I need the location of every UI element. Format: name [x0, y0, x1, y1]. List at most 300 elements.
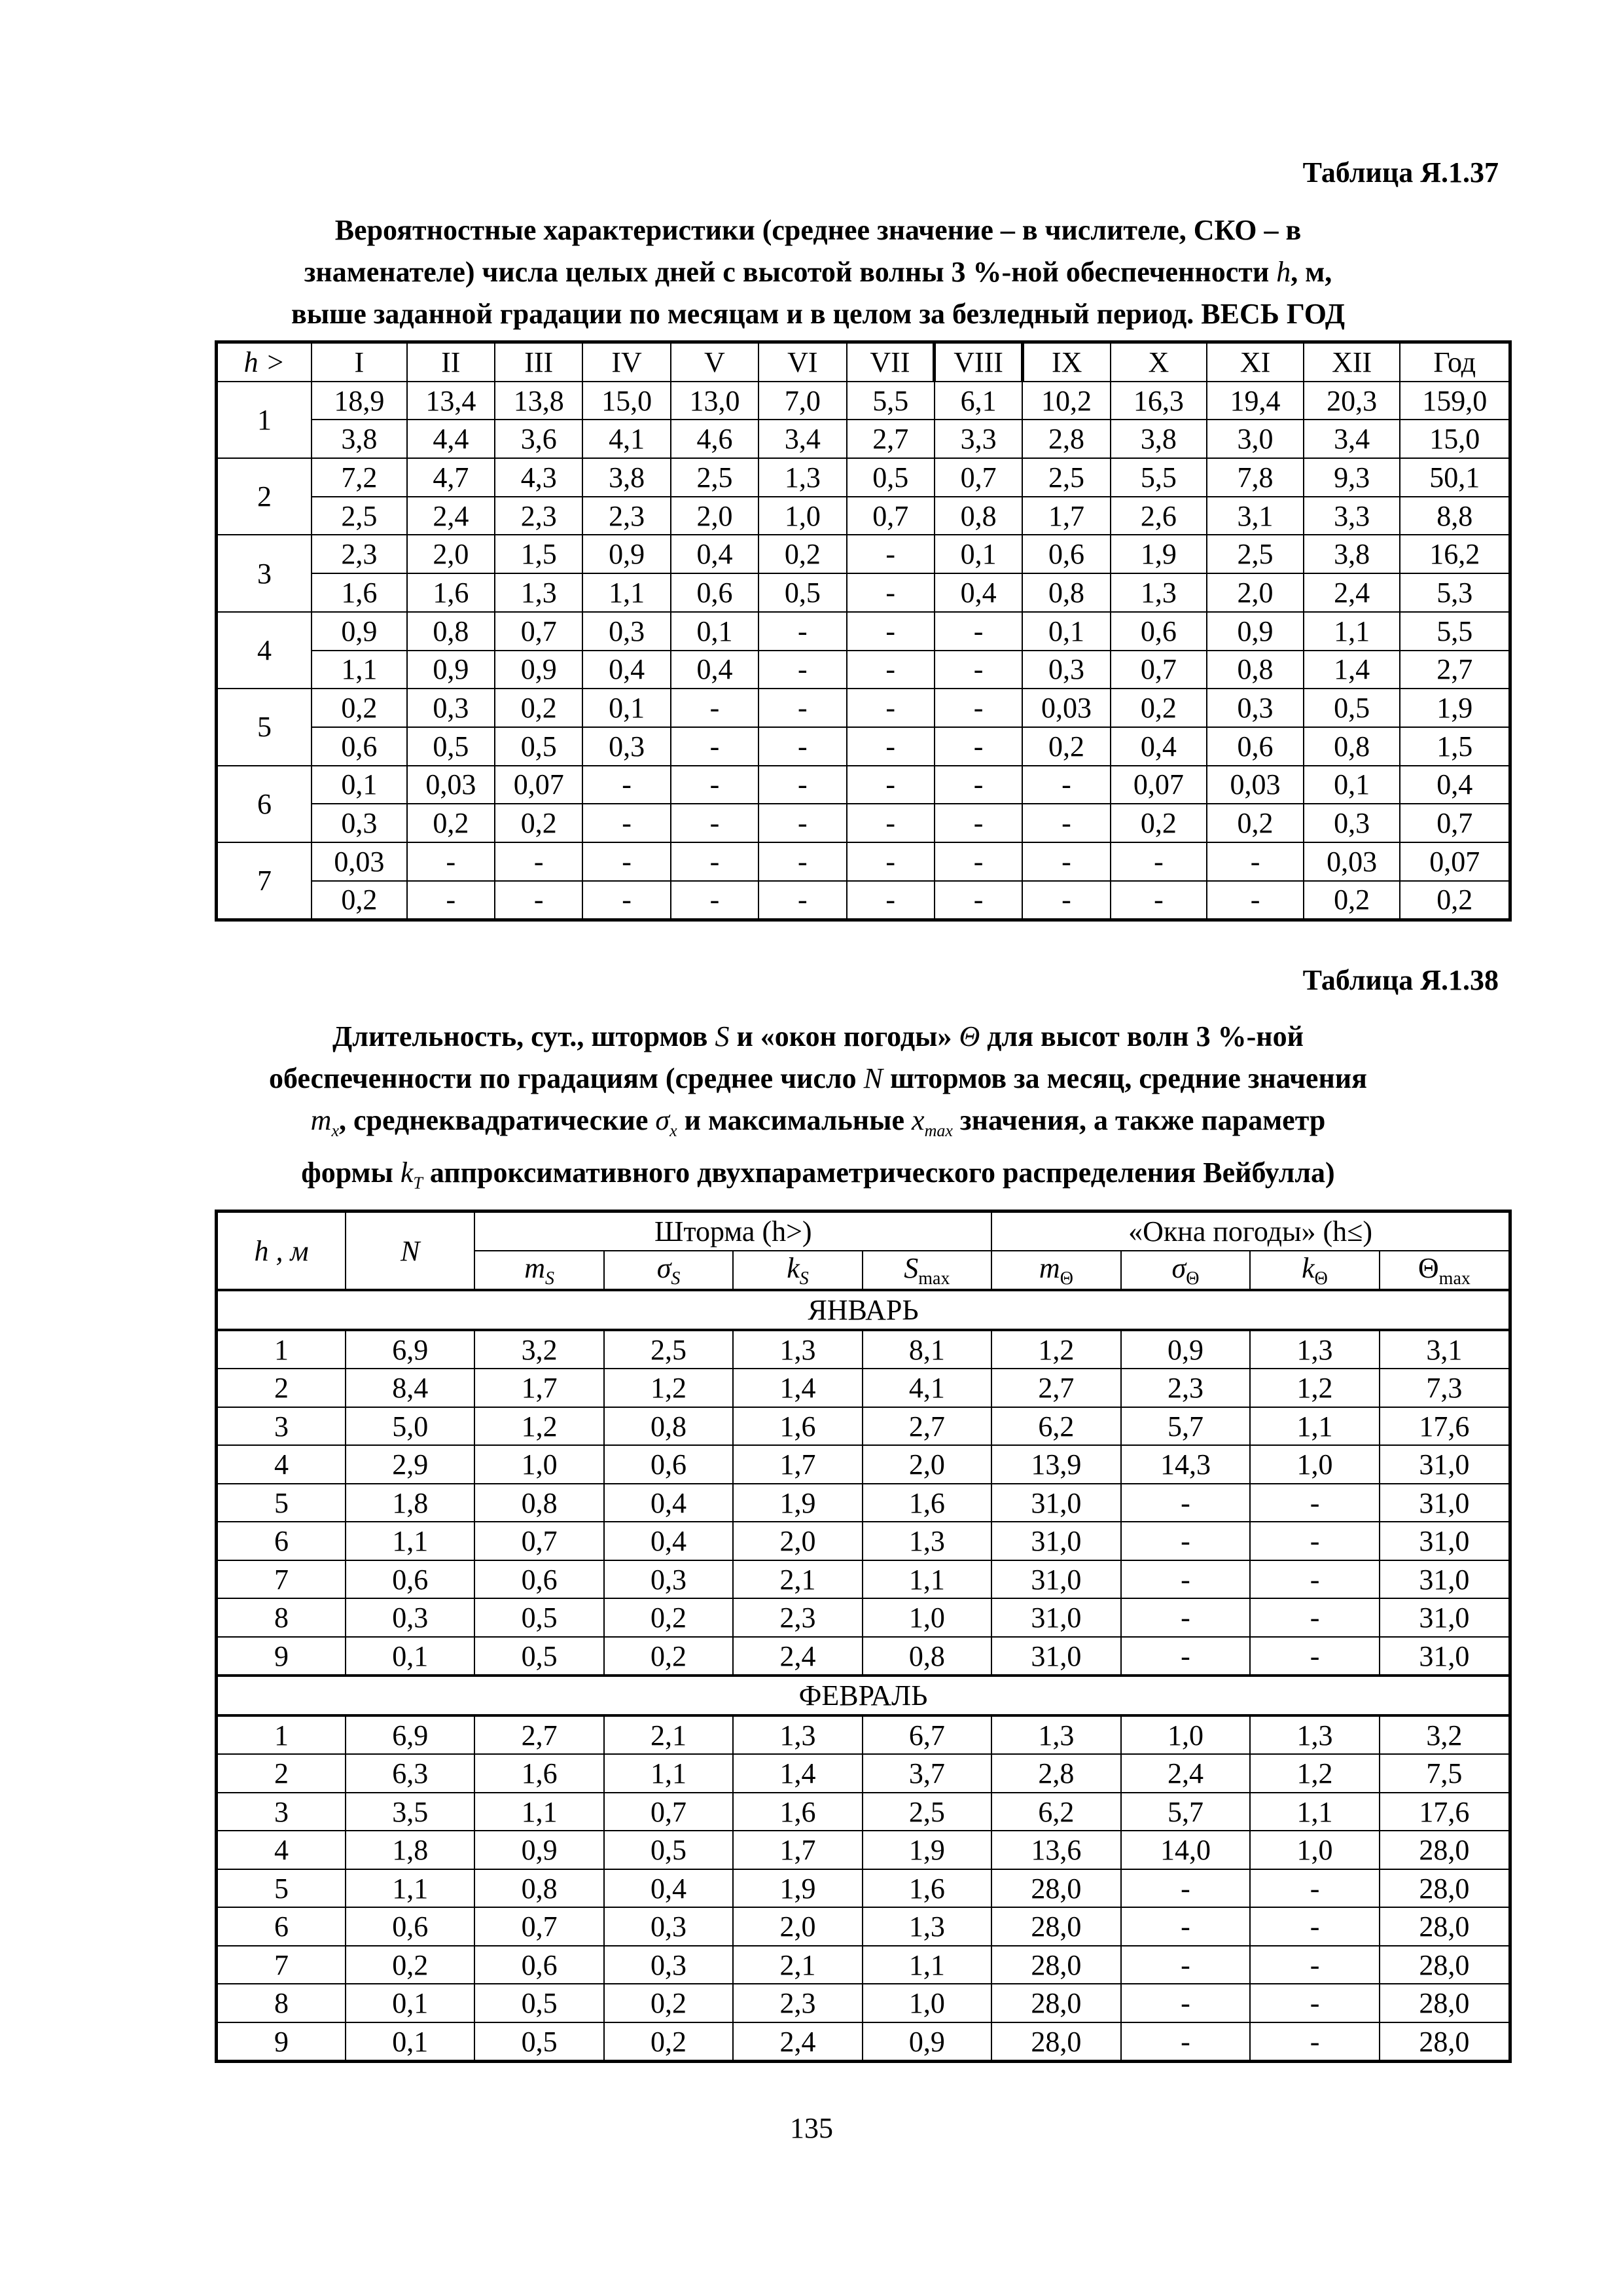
table-cell: 13,6: [991, 1831, 1121, 1869]
table38-header-row1: [217, 1211, 1510, 1251]
sym-sub: Θ: [1314, 1268, 1328, 1289]
sym: Θ: [1418, 1251, 1439, 1284]
table38: [215, 1210, 1512, 2063]
table-cell: -: [1250, 1637, 1380, 1676]
cell-mean: 0,9: [1207, 612, 1304, 651]
cell-sd: -: [847, 727, 935, 766]
table-cell: 0,6: [474, 1560, 603, 1599]
cell-mean: 0,3: [582, 612, 670, 651]
table-cell: 0,8: [474, 1869, 603, 1908]
caption-text: значения, а также параметр: [959, 1104, 1326, 1136]
row-h-value: 1: [217, 382, 312, 458]
cell-sd: 0,2: [407, 804, 495, 842]
table-cell: 2,1: [733, 1946, 862, 1984]
cell-sd: 0,8: [1022, 573, 1110, 612]
cell-mean: 2,5: [1022, 458, 1110, 497]
table-cell: 0,5: [474, 1984, 603, 2022]
table37-header-row: [217, 342, 1510, 382]
table-cell: 2,0: [733, 1907, 862, 1946]
cell-sd: 2,4: [1304, 573, 1400, 612]
table-cell: -: [1121, 1522, 1251, 1560]
cell-mean: -: [847, 689, 935, 727]
table-cell: 6,9: [346, 1330, 474, 1369]
cell-sd: 3,0: [1207, 420, 1304, 458]
cell-mean: 0,5: [847, 458, 935, 497]
table-cell: 0,9: [474, 1831, 603, 1869]
table-cell: 31,0: [991, 1560, 1121, 1599]
table-row-mean: [217, 766, 1510, 804]
row-h-value: 5: [217, 1484, 346, 1522]
cell-mean: 5,5: [1400, 612, 1510, 651]
table-cell: 28,0: [991, 1869, 1121, 1908]
cell-sd: 0,6: [671, 573, 758, 612]
row-h-value: 9: [217, 1637, 346, 1676]
cell-mean: 13,4: [407, 382, 495, 420]
table-cell: 1,1: [863, 1946, 991, 1984]
table-cell: 0,3: [604, 1907, 733, 1946]
cell-mean: 4,3: [495, 458, 582, 497]
cell-sd: 0,2: [312, 881, 407, 920]
table-row: [217, 1560, 1510, 1599]
cell-sd: 0,3: [582, 727, 670, 766]
table-cell: 1,2: [1250, 1369, 1380, 1407]
cell-mean: 7,8: [1207, 458, 1304, 497]
cell-sd: 0,2: [1207, 804, 1304, 842]
table-row: [217, 1637, 1510, 1676]
table-row-mean: [217, 458, 1510, 497]
table-cell: 0,6: [474, 1946, 603, 1984]
table-cell: 0,2: [604, 1984, 733, 2022]
table-cell: -: [1250, 1598, 1380, 1637]
caption-k-symbol: k: [400, 1156, 414, 1189]
table-cell: 0,2: [346, 1946, 474, 1984]
cell-mean: 0,1: [671, 612, 758, 651]
table-cell: 8,4: [346, 1369, 474, 1407]
sym-sub: max: [1438, 1268, 1471, 1289]
table-cell: 1,9: [733, 1869, 862, 1908]
table-cell: 1,1: [604, 1754, 733, 1793]
table-row: [217, 1907, 1510, 1946]
table-cell: 0,2: [604, 1637, 733, 1676]
header-month: VI: [758, 342, 846, 382]
table-cell: 0,7: [474, 1522, 603, 1560]
caption-text: и максимальные: [684, 1104, 905, 1136]
table-cell: 17,6: [1380, 1793, 1510, 1831]
table37-caption: [196, 209, 1440, 335]
table-row-sd: [217, 420, 1510, 458]
table-cell: -: [1250, 2022, 1380, 2062]
table-cell: 31,0: [991, 1522, 1121, 1560]
caption-x-symbol: x: [912, 1104, 925, 1136]
cell-sd: 2,7: [847, 420, 935, 458]
table-cell: 4,1: [863, 1369, 991, 1407]
table-cell: -: [1250, 1869, 1380, 1908]
cell-mean: -: [582, 766, 670, 804]
table-cell: 28,0: [991, 2022, 1121, 2062]
cell-sd: 1,4: [1304, 651, 1400, 689]
cell-mean: 16,3: [1111, 382, 1207, 420]
cell-mean: 0,2: [1111, 689, 1207, 727]
table-cell: 0,4: [604, 1484, 733, 1522]
cell-sd: 4,1: [582, 420, 670, 458]
cell-mean: 0,2: [495, 689, 582, 727]
table-cell: 0,5: [474, 1598, 603, 1637]
sym: m: [1039, 1251, 1060, 1284]
cell-sd: 0,5: [758, 573, 846, 612]
row-h-value: 4: [217, 1831, 346, 1869]
table-cell: 5,7: [1121, 1793, 1251, 1831]
cell-mean: 0,8: [407, 612, 495, 651]
cell-sd: 3,4: [758, 420, 846, 458]
sym-sub: Θ: [1060, 1268, 1073, 1289]
cell-sd: 0,7: [847, 497, 935, 535]
cell-mean: -: [847, 842, 935, 881]
table-cell: 3,7: [863, 1754, 991, 1793]
page-number: 135: [790, 2112, 833, 2144]
sym-sub: max: [918, 1268, 950, 1289]
cell-sd: -: [847, 651, 935, 689]
sym: S: [904, 1251, 919, 1284]
cell-mean: 7,0: [758, 382, 846, 420]
cell-mean: -: [758, 612, 846, 651]
table-cell: 1,7: [733, 1445, 862, 1484]
cell-sd: -: [935, 727, 1022, 766]
table-cell: 1,1: [346, 1869, 474, 1908]
table-cell: 0,3: [346, 1598, 474, 1637]
cell-sd: 0,2: [1304, 881, 1400, 920]
table-row: [217, 1946, 1510, 1984]
table-cell: -: [1250, 1560, 1380, 1599]
header-month: IV: [582, 342, 670, 382]
table-cell: 1,1: [863, 1560, 991, 1599]
table-cell: 1,2: [474, 1407, 603, 1446]
header-N-text: N: [401, 1234, 420, 1267]
header-month: IX: [1022, 342, 1110, 382]
cell-mean: 50,1: [1400, 458, 1510, 497]
cell-mean: 2,3: [312, 535, 407, 573]
table-cell: 7,5: [1380, 1754, 1510, 1793]
table-cell: -: [1250, 1522, 1380, 1560]
caption-text: формы: [301, 1156, 393, 1189]
header-month: X: [1111, 342, 1207, 382]
caption-S-symbol: S: [715, 1020, 730, 1052]
row-h-value: 2: [217, 1369, 346, 1407]
table-cell: 17,6: [1380, 1407, 1510, 1446]
cell-sd: 1,1: [312, 651, 407, 689]
table-cell: 6,2: [991, 1407, 1121, 1446]
cell-mean: 0,2: [758, 535, 846, 573]
table-cell: 0,5: [604, 1831, 733, 1869]
table-cell: 0,1: [346, 1984, 474, 2022]
header-month: VII: [847, 342, 935, 382]
cell-mean: 13,0: [671, 382, 758, 420]
table-cell: -: [1250, 1484, 1380, 1522]
table-cell: 1,0: [1121, 1715, 1251, 1755]
table-cell: 0,7: [474, 1907, 603, 1946]
table-cell: 2,1: [733, 1560, 862, 1599]
table-cell: 6,9: [346, 1715, 474, 1755]
header-m-s: [474, 1251, 603, 1291]
caption-text: для высот волн 3 %-ной: [987, 1020, 1304, 1052]
cell-sd: 0,2: [1022, 727, 1110, 766]
cell-sd: -: [582, 804, 670, 842]
table-cell: -: [1121, 1560, 1251, 1599]
table-cell: 6,3: [346, 1754, 474, 1793]
cell-mean: 0,9: [312, 612, 407, 651]
cell-sd: 0,9: [407, 651, 495, 689]
table-row: [217, 1831, 1510, 1869]
table-row-mean: [217, 612, 1510, 651]
table-cell: 0,7: [604, 1793, 733, 1831]
table-row: [217, 1484, 1510, 1522]
row-h-value: 7: [217, 1946, 346, 1984]
cell-mean: 16,2: [1400, 535, 1510, 573]
table-cell: 0,6: [346, 1907, 474, 1946]
table-cell: 1,1: [1250, 1407, 1380, 1446]
table-cell: -: [1250, 1946, 1380, 1984]
table-cell: 0,5: [474, 1637, 603, 1676]
cell-sd: 0,7: [1111, 651, 1207, 689]
cell-sd: 1,3: [1111, 573, 1207, 612]
cell-sd: -: [1207, 881, 1304, 920]
cell-sd: -: [407, 881, 495, 920]
row-h-value: 7: [217, 1560, 346, 1599]
table-row-sd: [217, 651, 1510, 689]
sym-sub: S: [799, 1268, 809, 1289]
table-cell: 2,9: [346, 1445, 474, 1484]
cell-sd: 0,5: [495, 727, 582, 766]
cell-mean: 1,1: [1304, 612, 1400, 651]
cell-sd: 8,8: [1400, 497, 1510, 535]
table-row-sd: [217, 497, 1510, 535]
sym-sub: Θ: [1186, 1268, 1200, 1289]
table-cell: 0,2: [604, 1598, 733, 1637]
cell-mean: 5,5: [847, 382, 935, 420]
caption-text: штормов за месяц, средние значения: [889, 1062, 1367, 1094]
table-row: [217, 2022, 1510, 2062]
cell-sd: 0,2: [1111, 804, 1207, 842]
header-sigma-theta: [1121, 1251, 1251, 1291]
cell-mean: 7,2: [312, 458, 407, 497]
table-cell: 2,0: [733, 1522, 862, 1560]
row-h-value: 2: [217, 1754, 346, 1793]
table-cell: 1,4: [733, 1369, 862, 1407]
table-cell: 28,0: [1380, 1831, 1510, 1869]
section-title: ЯНВАРЬ: [217, 1290, 1510, 1330]
cell-mean: -: [671, 689, 758, 727]
cell-mean: 0,6: [1111, 612, 1207, 651]
cell-mean: -: [935, 766, 1022, 804]
table-cell: 1,3: [863, 1907, 991, 1946]
table-cell: 1,2: [1250, 1754, 1380, 1793]
cell-sd: -: [1111, 881, 1207, 920]
cell-sd: 0,2: [1400, 881, 1510, 920]
cell-sd: -: [847, 573, 935, 612]
cell-mean: 10,2: [1022, 382, 1110, 420]
table-cell: 31,0: [1380, 1560, 1510, 1599]
row-h-value: 1: [217, 1715, 346, 1755]
row-h-value: 6: [217, 1907, 346, 1946]
table-cell: 28,0: [1380, 1946, 1510, 1984]
table-cell: 28,0: [991, 1946, 1121, 1984]
table-row-sd: [217, 881, 1510, 920]
cell-sd: 3,4: [1304, 420, 1400, 458]
table-cell: 1,0: [474, 1445, 603, 1484]
row-h-value: 5: [217, 689, 312, 765]
table-row: [217, 1869, 1510, 1908]
caption-text: Длительность, сут., штормов: [332, 1020, 708, 1052]
table-cell: -: [1121, 1869, 1251, 1908]
row-h-value: 4: [217, 1445, 346, 1484]
table-cell: 5,7: [1121, 1407, 1251, 1446]
table37-caption-line3: выше заданной градации по месяцам и в целом за безледный период. ВЕСЬ ГОД: [291, 298, 1346, 330]
cell-sd: -: [758, 804, 846, 842]
cell-mean: 9,3: [1304, 458, 1400, 497]
cell-sd: -: [1022, 804, 1110, 842]
caption-theta-symbol: Θ: [959, 1020, 980, 1052]
sym-sub: S: [671, 1268, 681, 1289]
cell-sd: 0,9: [495, 651, 582, 689]
row-h-value: 9: [217, 2022, 346, 2062]
table-cell: 0,8: [604, 1407, 733, 1446]
cell-sd: 15,0: [1400, 420, 1510, 458]
cell-sd: -: [758, 881, 846, 920]
table-cell: 2,3: [733, 1984, 862, 2022]
header-month: II: [407, 342, 495, 382]
cell-sd: 0,4: [1111, 727, 1207, 766]
header-month: XI: [1207, 342, 1304, 382]
cell-sd: 0,4: [671, 651, 758, 689]
cell-mean: 1,3: [758, 458, 846, 497]
table-cell: 0,8: [474, 1484, 603, 1522]
caption-text: аппроксимативного двухпараметрического распределения Вейбулла): [429, 1156, 1335, 1189]
table-cell: -: [1121, 1598, 1251, 1637]
table-cell: 2,4: [733, 2022, 862, 2062]
table-cell: -: [1121, 2022, 1251, 2062]
cell-mean: 0,03: [1207, 766, 1304, 804]
table-cell: 0,6: [604, 1445, 733, 1484]
cell-sd: 4,4: [407, 420, 495, 458]
section-row: [217, 1290, 1510, 1330]
table-cell: 31,0: [991, 1598, 1121, 1637]
cell-sd: 2,6: [1111, 497, 1207, 535]
header-h: [217, 1211, 346, 1291]
cell-mean: 5,5: [1111, 458, 1207, 497]
cell-mean: 0,1: [1022, 612, 1110, 651]
cell-mean: -: [935, 842, 1022, 881]
cell-mean: 0,3: [407, 689, 495, 727]
table-cell: 2,1: [604, 1715, 733, 1755]
table-cell: 1,8: [346, 1831, 474, 1869]
header-month: Год: [1400, 342, 1510, 382]
row-h-value: 4: [217, 612, 312, 689]
table-cell: 1,0: [863, 1598, 991, 1637]
cell-sd: 2,8: [1022, 420, 1110, 458]
header-storms: Шторма (h>): [474, 1211, 991, 1251]
table-cell: 1,2: [604, 1369, 733, 1407]
cell-mean: -: [935, 689, 1022, 727]
cell-sd: 0,3: [312, 804, 407, 842]
table-row: [217, 1369, 1510, 1407]
cell-sd: -: [671, 881, 758, 920]
cell-sd: -: [671, 804, 758, 842]
cell-sd: 1,3: [495, 573, 582, 612]
cell-mean: 19,4: [1207, 382, 1304, 420]
cell-mean: 0,07: [1111, 766, 1207, 804]
cell-sd: -: [847, 881, 935, 920]
table-row-mean: [217, 689, 1510, 727]
cell-sd: 3,8: [312, 420, 407, 458]
row-h-value: 7: [217, 842, 312, 920]
table37-caption-line2: [196, 251, 1440, 293]
cell-sd: -: [758, 651, 846, 689]
header-k-s: [733, 1251, 862, 1291]
section-row: [217, 1676, 1510, 1715]
cell-mean: 0,5: [1304, 689, 1400, 727]
table38-caption: [196, 1016, 1440, 1204]
caption-sub: T: [413, 1173, 423, 1193]
table-cell: 6,2: [991, 1793, 1121, 1831]
cell-mean: 18,9: [312, 382, 407, 420]
table-cell: 1,7: [474, 1369, 603, 1407]
table-cell: 0,3: [604, 1560, 733, 1599]
cell-mean: 15,0: [582, 382, 670, 420]
table-cell: 1,6: [863, 1869, 991, 1908]
header-h-text: h , м: [254, 1234, 309, 1267]
row-h-value: 8: [217, 1598, 346, 1637]
cell-sd: 5,3: [1400, 573, 1510, 612]
cell-sd: 2,0: [1207, 573, 1304, 612]
caption-text: обеспеченности по градациям (среднее число: [269, 1062, 857, 1094]
table-row: [217, 1407, 1510, 1446]
cell-mean: 6,1: [935, 382, 1022, 420]
caption-sub: x: [669, 1121, 677, 1140]
header-sigma-s: [604, 1251, 733, 1291]
cell-sd: 3,3: [1304, 497, 1400, 535]
cell-sd: -: [935, 804, 1022, 842]
table-cell: 31,0: [1380, 1445, 1510, 1484]
table-cell: 2,4: [733, 1637, 862, 1676]
cell-mean: 0,07: [495, 766, 582, 804]
cell-mean: -: [1022, 766, 1110, 804]
cell-mean: 13,8: [495, 382, 582, 420]
table-cell: 28,0: [1380, 1907, 1510, 1946]
table-cell: 1,8: [346, 1484, 474, 1522]
table-cell: 3,1: [1380, 1330, 1510, 1369]
table-cell: 1,3: [1250, 1715, 1380, 1755]
cell-mean: -: [671, 766, 758, 804]
caption-m-symbol: m: [310, 1104, 332, 1136]
cell-sd: 3,3: [935, 420, 1022, 458]
cell-mean: 0,1: [312, 766, 407, 804]
table-cell: 1,3: [733, 1330, 862, 1369]
cell-mean: 1,9: [1400, 689, 1510, 727]
table-cell: 31,0: [1380, 1522, 1510, 1560]
table-row-sd: [217, 573, 1510, 612]
table-cell: 1,0: [1250, 1445, 1380, 1484]
cell-sd: 1,7: [1022, 497, 1110, 535]
table-cell: 1,1: [474, 1793, 603, 1831]
table-cell: 2,5: [604, 1330, 733, 1369]
table-cell: 2,0: [863, 1445, 991, 1484]
cell-mean: -: [1207, 842, 1304, 881]
cell-sd: 2,3: [582, 497, 670, 535]
caption-text: и «окон погоды»: [736, 1020, 952, 1052]
table-cell: 5,0: [346, 1407, 474, 1446]
cell-mean: 0,4: [1400, 766, 1510, 804]
table37-label: Таблица Я.1.37: [1302, 156, 1499, 188]
table-cell: 3,2: [474, 1330, 603, 1369]
